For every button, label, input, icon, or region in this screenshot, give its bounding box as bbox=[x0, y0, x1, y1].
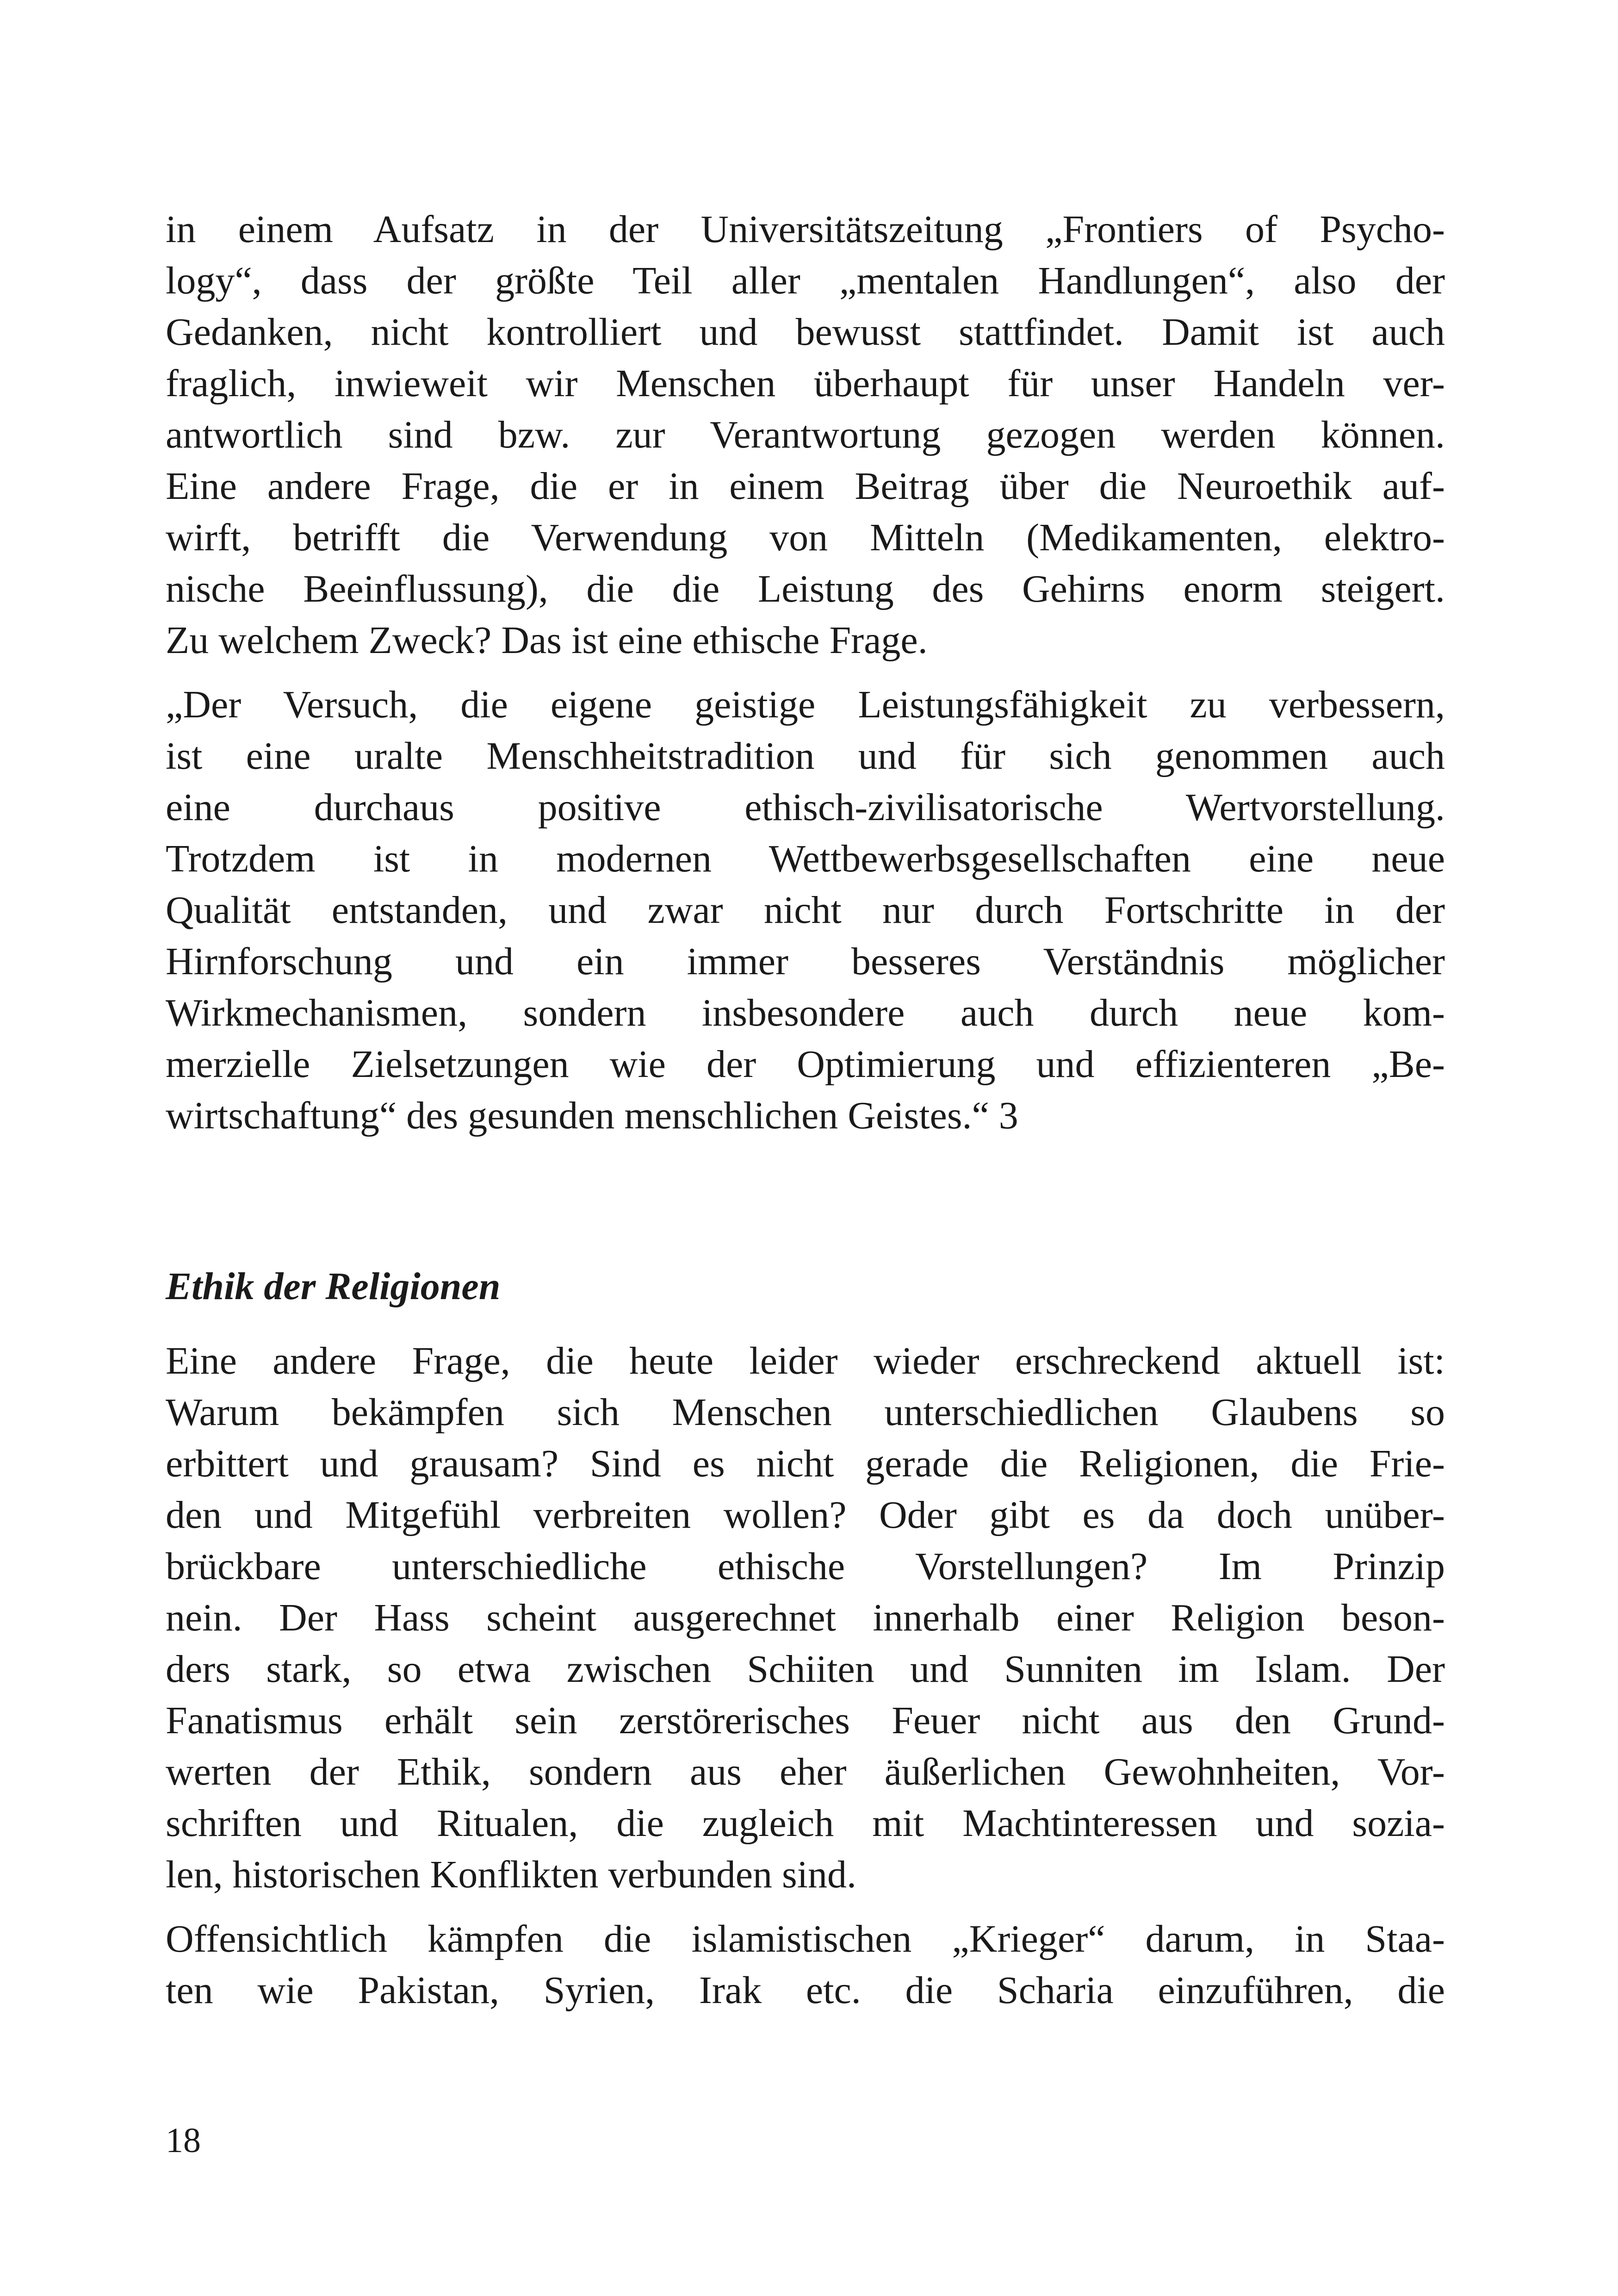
text-line: Trotzdem ist in modernen Wettbewerbsgesellschaften eine neue bbox=[166, 837, 1445, 880]
text-line: ten wie Pakistan, Syrien, Irak etc. die Scharia einzuführen, die bbox=[166, 1969, 1445, 2012]
text-line: Offensichtlich kämpfen die islamistischen „Krieger“ darum, in Staa- bbox=[166, 1917, 1445, 1960]
section-heading: Ethik der Religionen bbox=[166, 1265, 501, 1308]
paragraph bbox=[166, 679, 1445, 1141]
text-line: nische Beeinflussung), die die Leistung des Gehirns enorm steigert. bbox=[166, 567, 1445, 610]
text-line: den und Mitgefühl verbreiten wollen? Oder gibt es da doch unüber- bbox=[166, 1493, 1445, 1537]
text-line: Zu welchem Zweck? Das ist eine ethische Frage. bbox=[166, 619, 928, 662]
page-number: 18 bbox=[166, 2121, 201, 2160]
text-line: schriften und Ritualen, die zugleich mit Machtinteressen und sozia- bbox=[166, 1802, 1445, 1845]
book-page-body bbox=[166, 204, 1445, 2016]
text-line: Gedanken, nicht kontrolliert und bewusst stattfindet. Damit ist auch bbox=[166, 311, 1445, 354]
text-line: ist eine uralte Menschheitstradition und für sich genommen auch bbox=[166, 734, 1445, 778]
text-block-top bbox=[166, 204, 1445, 1141]
text-line: in einem Aufsatz in der Universitätszeitung „Frontiers of Psycho- bbox=[166, 208, 1445, 251]
text-line: wirtschaftung“ des gesunden menschlichen Geistes.“ 3 bbox=[166, 1094, 1018, 1137]
text-line: Eine andere Frage, die er in einem Beitrag über die Neuroethik auf- bbox=[166, 465, 1445, 508]
text-block-bottom bbox=[166, 1335, 1445, 2016]
text-line: merzielle Zielsetzungen wie der Optimierung und effizienteren „Be- bbox=[166, 1043, 1445, 1086]
text-line: Hirnforschung und ein immer besseres Verständnis möglicher bbox=[166, 940, 1445, 983]
text-line: Wirkmechanismen, sondern insbesondere auch durch neue kom- bbox=[166, 991, 1445, 1034]
text-line: antwortlich sind bzw. zur Verantwortung gezogen werden können. bbox=[166, 413, 1445, 456]
text-line: erbittert und grausam? Sind es nicht gerade die Religionen, die Frie- bbox=[166, 1442, 1445, 1485]
text-line: nein. Der Hass scheint ausgerechnet innerhalb einer Religion beson- bbox=[166, 1596, 1445, 1639]
text-line: fraglich, inwieweit wir Menschen überhaupt für unser Handeln ver- bbox=[166, 362, 1445, 405]
text-line: Warum bekämpfen sich Menschen unterschiedlichen Glaubens so bbox=[166, 1391, 1445, 1434]
text-line: Eine andere Frage, die heute leider wieder erschreckend aktuell ist: bbox=[166, 1339, 1445, 1382]
paragraph bbox=[166, 1913, 1445, 2016]
text-line: logy“, dass der größte Teil aller „mentalen Handlungen“, also der bbox=[166, 259, 1445, 302]
paragraph bbox=[166, 204, 1445, 666]
text-line: brückbare unterschiedliche ethische Vorstellungen? Im Prinzip bbox=[166, 1545, 1445, 1588]
text-line: ders stark, so etwa zwischen Schiiten und Sunniten im Islam. Der bbox=[166, 1648, 1445, 1691]
text-line: Qualität entstanden, und zwar nicht nur durch Fortschritte in der bbox=[166, 889, 1445, 932]
text-line: Fanatismus erhält sein zerstörerisches Feuer nicht aus den Grund- bbox=[166, 1699, 1445, 1742]
text-line: eine durchaus positive ethisch-zivilisatorische Wertvorstellung. bbox=[166, 786, 1445, 829]
text-line: werten der Ethik, sondern aus eher äußerlichen Gewohnheiten, Vor- bbox=[166, 1750, 1445, 1793]
text-line: „Der Versuch, die eigene geistige Leistungsfähigkeit zu verbessern, bbox=[166, 683, 1445, 726]
text-line: len, historischen Konflikten verbunden sind. bbox=[166, 1853, 857, 1896]
text-line: wirft, betrifft die Verwendung von Mitteln (Medikamenten, elektro- bbox=[166, 516, 1445, 559]
paragraph bbox=[166, 1335, 1445, 1900]
